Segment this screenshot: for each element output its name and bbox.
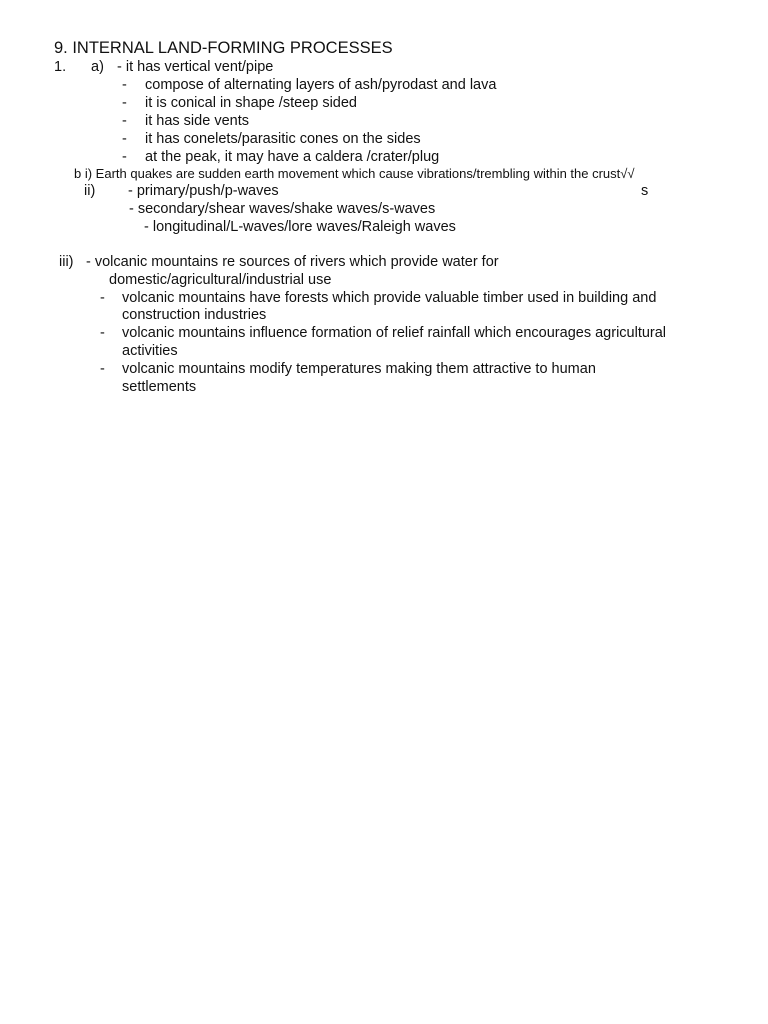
part-a-point: it has side vents (145, 113, 249, 129)
bullet-dash: - (100, 290, 105, 306)
part-a-point: it has conelets/parasitic cones on the sides (145, 131, 421, 147)
bullet-dash: - (122, 131, 127, 147)
bullet-dash: - (100, 361, 105, 377)
part-b-iii-point-line: volcanic mountains have forests which provide valuable timber used in building and (122, 290, 657, 306)
part-a-point: compose of alternating layers of ash/pyrodast and lava (145, 77, 497, 93)
wave-type-line: - longitudinal/L-waves/lore waves/Raleigh waves (144, 219, 456, 235)
part-b-iii-first-continuation: domestic/agricultural/industrial use (109, 272, 332, 288)
bullet-dash: - (122, 113, 127, 129)
part-b-i-text: b i) Earth quakes are sudden earth movement which cause vibrations/trembling within the crust√√ (74, 166, 635, 181)
part-a-label: a) (91, 59, 104, 75)
bullet-dash: - (122, 77, 127, 93)
part-b-iii-label: iii) (59, 254, 74, 270)
document-title: 9. INTERNAL LAND-FORMING PROCESSES (54, 39, 393, 57)
wave-type-line: - primary/push/p-waves (128, 183, 279, 199)
part-b-iii-point-line: construction industries (122, 307, 267, 323)
part-a-first-point: - it has vertical vent/pipe (117, 59, 274, 75)
bullet-dash: - (100, 325, 105, 341)
stray-mark: s (641, 183, 649, 199)
part-b-iii-point-line: activities (122, 343, 178, 359)
bullet-dash: - (122, 149, 127, 165)
part-b-ii-label: ii) (84, 183, 96, 199)
part-b-iii-first-line: - volcanic mountains re sources of rivers which provide water for (86, 254, 499, 270)
part-b-iii-point-line: settlements (122, 379, 197, 395)
part-b-iii-point-line: volcanic mountains modify temperatures making them attractive to human (122, 361, 596, 377)
part-b-iii-point-line: volcanic mountains influence formation of relief rainfall which encourages agricultural (122, 325, 667, 341)
wave-type-line: - secondary/shear waves/shake waves/s-waves (129, 201, 436, 217)
part-a-point: at the peak, it may have a caldera /crater/plug (145, 149, 440, 165)
part-a-point: it is conical in shape /steep sided (145, 95, 357, 111)
question-number: 1. (54, 59, 67, 75)
bullet-dash: - (122, 95, 127, 111)
